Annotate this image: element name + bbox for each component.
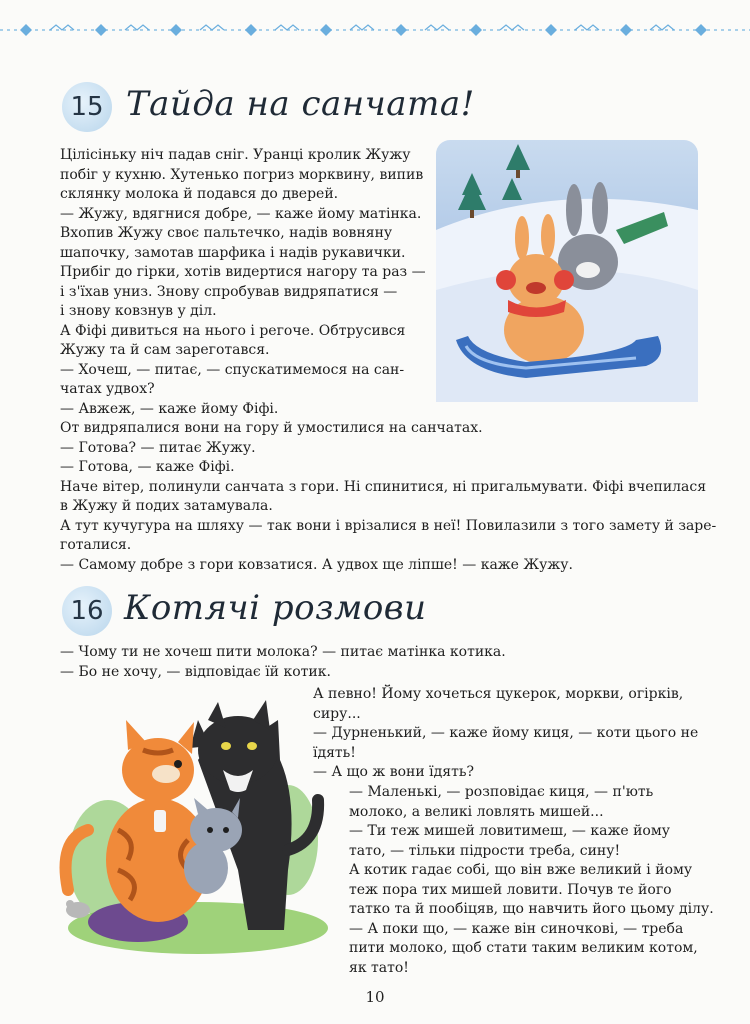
text-line: — Жужу, вдягнися добре, — каже йому матінка. xyxy=(60,205,422,222)
story-number-badge xyxy=(62,82,112,132)
page-number: 10 xyxy=(365,988,385,1006)
text-line: От видряпалися вони на гору й умостилися на санчатах. xyxy=(60,420,483,436)
story-title: Котячі розмови xyxy=(124,588,427,628)
text-line: Цілісіньку ніч падав сніг. Уранці кролик Жужу xyxy=(60,147,411,163)
text-line: — Чому ти не хочеш пити молока? — питає матінка котика. xyxy=(60,644,506,660)
story-number: 15 xyxy=(70,92,104,122)
text-line: — Маленькі, — розповідає киця, — п'ють xyxy=(349,784,654,800)
text-line: — Авжеж, — каже йому Фіфі. xyxy=(60,400,279,417)
story-indented-text xyxy=(349,783,714,978)
story-number-badge xyxy=(62,586,112,636)
text-line: готалися. xyxy=(60,537,132,553)
text-line: татко та й пообіцяв, що навчить його цьому ділу. xyxy=(349,901,714,917)
text-line: А тут кучугура на шляху — так вони і врізалися в неї! Повилазили з того замету й заре- xyxy=(60,517,717,534)
story-number: 16 xyxy=(70,596,104,626)
text-line: чатах удвох? xyxy=(60,381,155,397)
text-line: Жужу та й сам зареготався. xyxy=(60,342,270,358)
text-line: — А поки що, — каже він синочкові, — треба xyxy=(349,920,684,937)
text-line: — Готова? — питає Жужу. xyxy=(60,439,256,456)
story-title: Тайда на санчата! xyxy=(126,84,475,124)
text-line: — Самому добре з гори ковзатися. А удвох ще ліпше! — каже Жужу. xyxy=(60,556,573,573)
text-line: Вхопив Жужу своє пальтечко, надів вовняну xyxy=(60,225,393,241)
text-line: побіг у кухню. Хутенько погриз морквину, випив xyxy=(60,166,424,183)
text-line: — Бо не хочу, — відповідає їй котик. xyxy=(60,663,331,680)
text-line: — Готова, — каже Фіфі. xyxy=(60,459,235,475)
text-line: — Хочеш, — питає, — спускатимемося на сан- xyxy=(60,361,405,378)
story-intro xyxy=(60,643,506,682)
text-line: і знову ковзнув у діл. xyxy=(60,303,217,319)
text-line: теж пора тих мишей ловити. Почув те його xyxy=(349,881,672,898)
text-line: склянку молока й подався до дверей. xyxy=(60,186,339,202)
text-line: як тато! xyxy=(349,959,409,976)
story-text xyxy=(60,146,716,575)
cat-family-illustration xyxy=(48,690,333,960)
decorative-border xyxy=(0,0,750,52)
text-line: А певно! Йому хочеться цукерок, моркви, огірків, xyxy=(313,686,684,702)
story-side-text xyxy=(313,685,698,783)
text-line: Наче вітер, полинули санчата з гори. Ні спинитися, ні пригальмувати. Фіфі вчепилася xyxy=(60,478,707,495)
text-line: тато, — тільки підрости треба, сину! xyxy=(349,842,621,859)
text-line: А котик гадає собі, що він вже великий і йому xyxy=(349,862,693,878)
text-line: і з'їхав униз. Знову спробував видряпатися — xyxy=(60,283,398,300)
text-line: сиру... xyxy=(313,705,361,722)
text-line: — Ти теж мишей ловитимеш, — каже йому xyxy=(349,823,670,839)
text-line: в Жужу й подих затамувала. xyxy=(60,498,273,514)
text-line: Прибіг до гірки, хотів видертися нагору та раз — xyxy=(60,264,426,280)
text-line: пити молоко, щоб стати таким великим котом, xyxy=(349,940,698,956)
text-line: А Фіфі дивиться на нього і регоче. Обтрусився xyxy=(60,322,406,339)
text-line: — А що ж вони їдять? xyxy=(313,764,474,780)
text-line: їдять! xyxy=(313,744,356,761)
text-line: — Дурненький, — каже йому киця, — коти цього не xyxy=(313,725,699,741)
text-line: молоко, а великі ловлять мишей... xyxy=(349,803,604,820)
text-line: шапочку, замотав шарфика і надів рукавички. xyxy=(60,244,406,261)
